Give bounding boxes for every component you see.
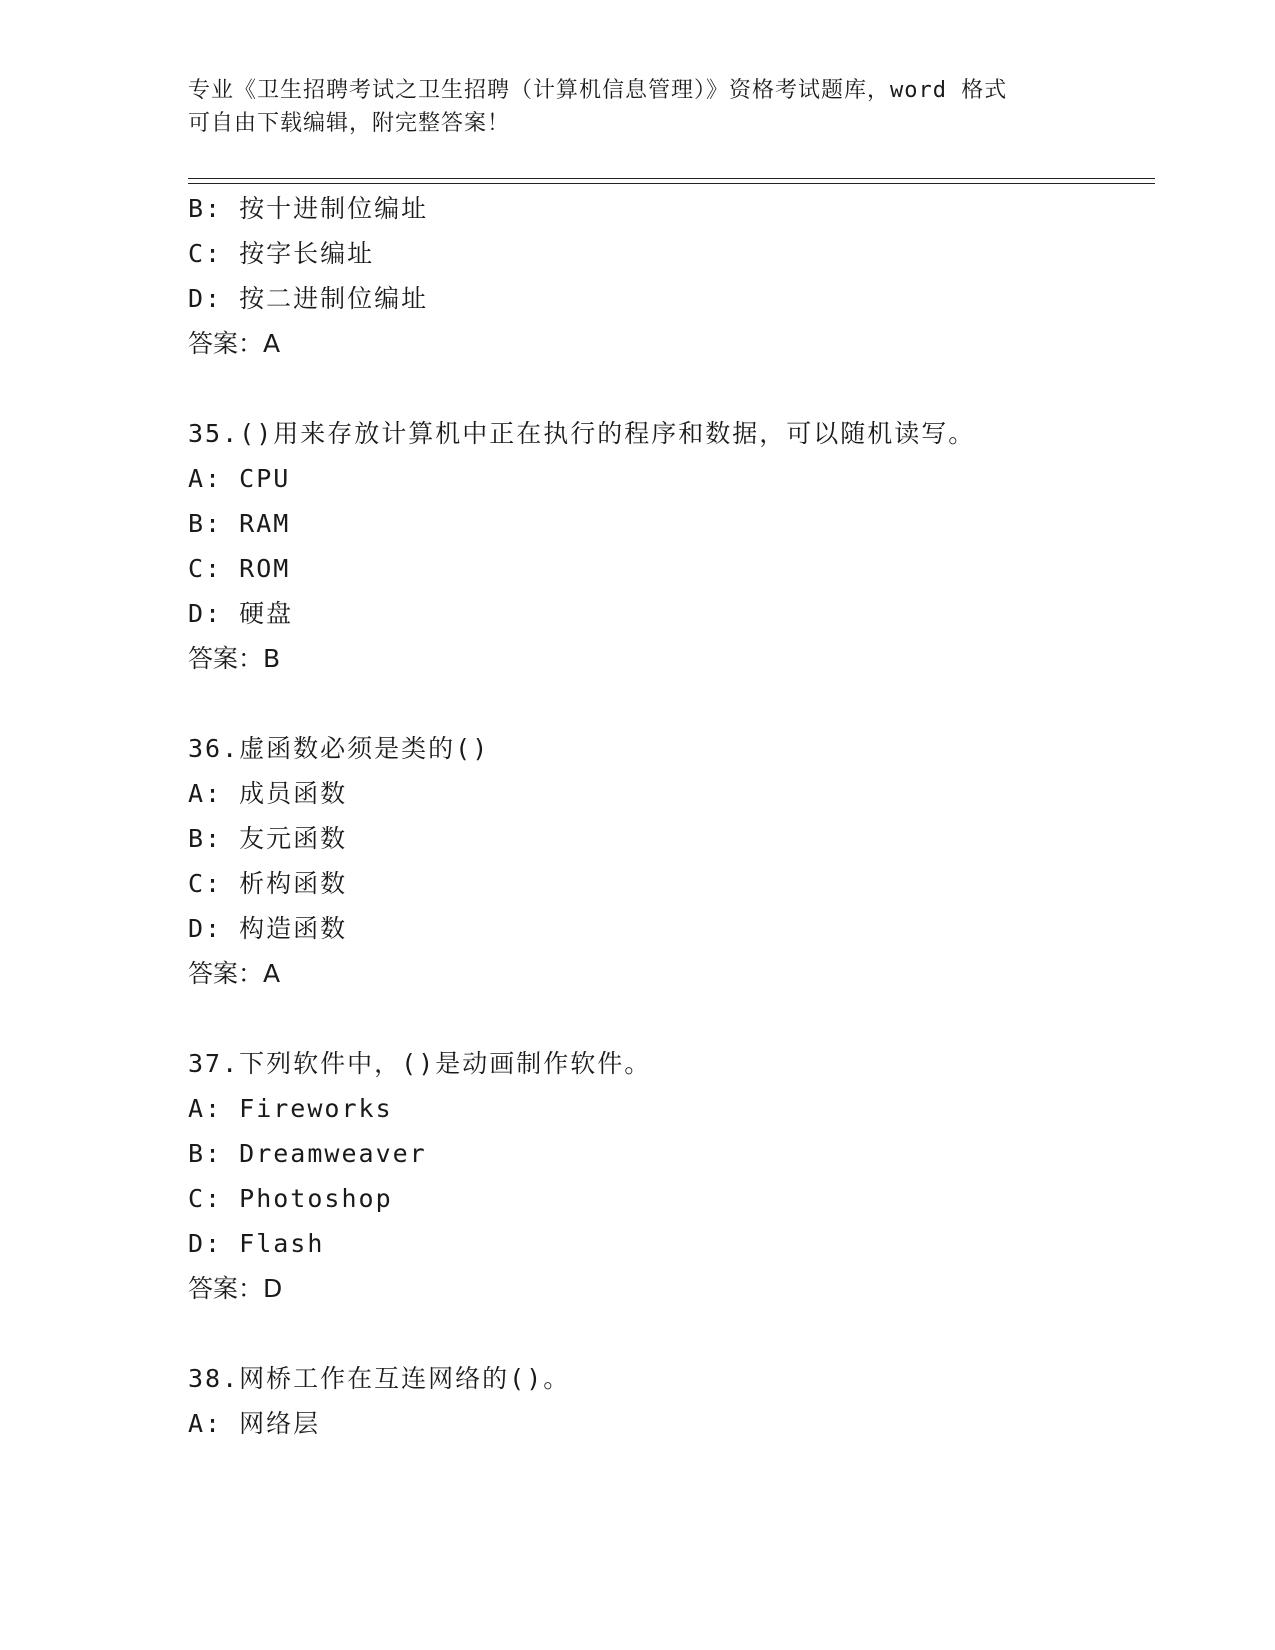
option-a: A: CPU bbox=[188, 464, 291, 493]
option-c: C: 按字长编址 bbox=[188, 239, 375, 268]
option-b: B: 友元函数 bbox=[188, 824, 348, 853]
option-d: D: 按二进制位编址 bbox=[188, 284, 429, 313]
header-divider-top bbox=[188, 178, 1155, 179]
document-header bbox=[188, 74, 1088, 140]
option-b: B: 按十进制位编址 bbox=[188, 194, 429, 223]
option-a: A: 网络层 bbox=[188, 1409, 321, 1438]
option-c: C: Photoshop bbox=[188, 1184, 393, 1213]
question-stem: 36.虚函数必须是类的() bbox=[188, 734, 490, 763]
option-d: D: 构造函数 bbox=[188, 914, 348, 943]
answer: 答案：A bbox=[188, 959, 281, 988]
answer: 答案：B bbox=[188, 644, 281, 673]
answer: 答案：D bbox=[188, 1274, 283, 1303]
header-line-1: 专业《卫生招聘考试之卫生招聘（计算机信息管理）》资格考试题库，word 格式 bbox=[188, 78, 1008, 103]
option-c: C: ROM bbox=[188, 554, 291, 583]
question-stem: 38.网桥工作在互连网络的()。 bbox=[188, 1364, 571, 1393]
question-stem: 37.下列软件中，()是动画制作软件。 bbox=[188, 1049, 652, 1078]
header-divider-bottom bbox=[188, 183, 1155, 184]
option-a: A: 成员函数 bbox=[188, 779, 348, 808]
option-a: A: Fireworks bbox=[188, 1094, 393, 1123]
option-d: D: Flash bbox=[188, 1229, 325, 1258]
question-stem: 35.()用来存放计算机中正在执行的程序和数据，可以随机读写。 bbox=[188, 419, 976, 448]
option-c: C: 析构函数 bbox=[188, 869, 348, 898]
option-d: D: 硬盘 bbox=[188, 599, 294, 628]
header-line-2: 可自由下载编辑，附完整答案！ bbox=[188, 111, 511, 136]
option-b: B: RAM bbox=[188, 509, 291, 538]
answer: 答案：A bbox=[188, 329, 281, 358]
option-b: B: Dreamweaver bbox=[188, 1139, 427, 1168]
